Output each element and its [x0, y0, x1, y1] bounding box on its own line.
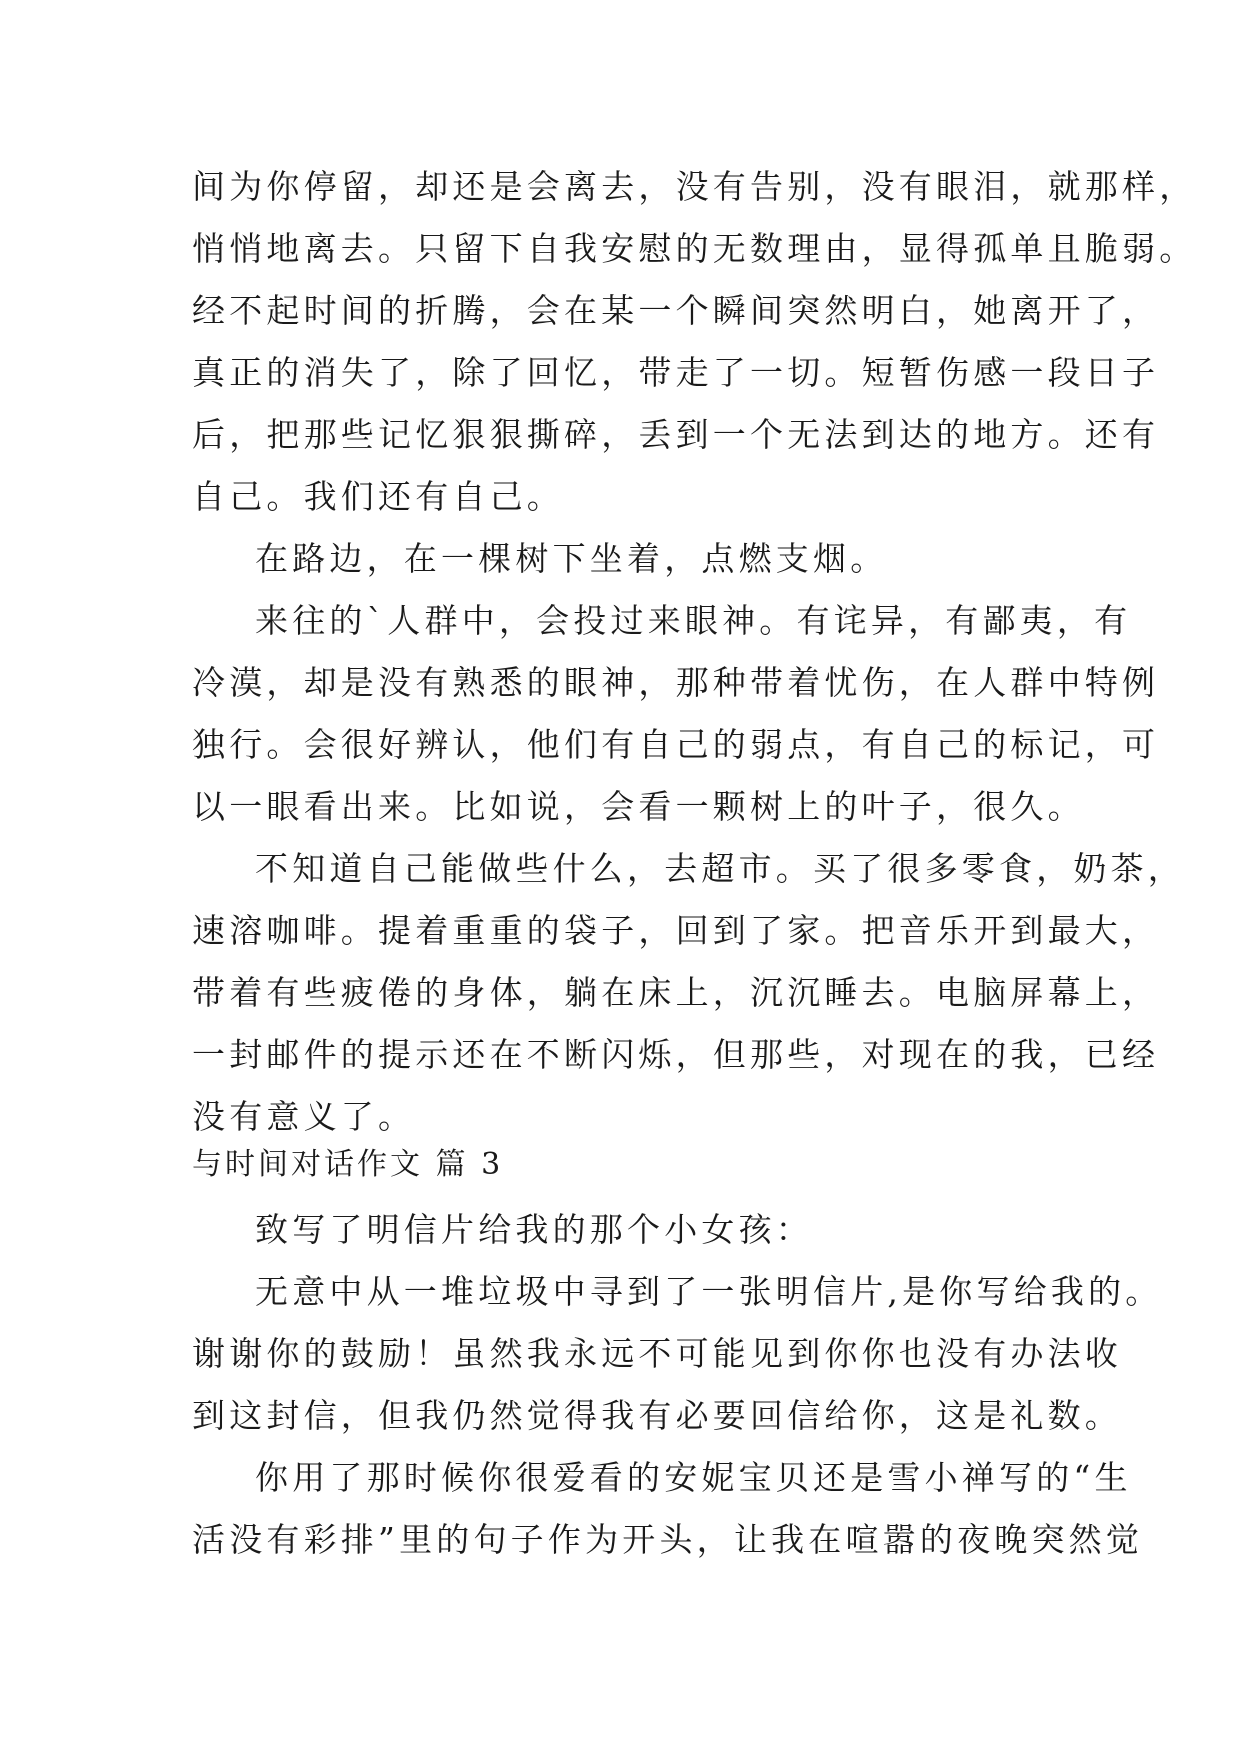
- paragraph-line: [0, 590, 1241, 652]
- paragraph-line: [0, 652, 1241, 714]
- line-text: 不知道自己能做些什么，去超市。买了很多零食，奶茶，: [255, 849, 1185, 888]
- line-text: 自己。我们还有自己。: [192, 477, 564, 516]
- paragraph-line: [0, 466, 1241, 528]
- paragraph-line: [0, 218, 1241, 280]
- line-text: 经不起时间的折腾，会在某一个瞬间突然明白，她离开了，: [192, 291, 1160, 330]
- line-text: 谢谢你的鼓励！虽然我永远不可能见到你你也没有办法收: [192, 1334, 1122, 1373]
- paragraph-line: [0, 404, 1241, 466]
- line-text: 带着有些疲倦的身体，躺在床上，沉沉睡去。电脑屏幕上，: [192, 973, 1160, 1012]
- line-text: 冷漠，却是没有熟悉的眼神，那种带着忧伤，在人群中特例: [192, 663, 1160, 702]
- line-text: 致写了明信片给我的那个小女孩：: [255, 1210, 813, 1249]
- paragraph-line: [0, 1024, 1241, 1086]
- line-text: 无意中从一堆垃圾中寻到了一张明信片,是你写给我的。: [255, 1272, 1163, 1311]
- paragraph-line: [0, 1385, 1241, 1447]
- line-text: 真正的消失了，除了回忆，带走了一切。短暂伤感一段日子: [192, 353, 1160, 392]
- paragraph-line: [0, 280, 1241, 342]
- paragraph-line: [0, 156, 1241, 218]
- line-text: 一封邮件的提示还在不断闪烁，但那些，对现在的我，已经: [192, 1035, 1160, 1074]
- line-text: 以一眼看出来。比如说，会看一颗树上的叶子，很久。: [192, 787, 1085, 826]
- line-text: 活没有彩排”里的句子作为开头，让我在喧嚣的夜晚突然觉: [192, 1520, 1144, 1559]
- line-text: 在路边，在一棵树下坐着，点燃支烟。: [255, 539, 888, 578]
- paragraph-line: [0, 962, 1241, 1024]
- paragraph-line: [0, 1086, 1241, 1148]
- paragraph-line: [0, 342, 1241, 404]
- paragraph-line: [0, 838, 1241, 900]
- line-text: 独行。会很好辨认，他们有自己的弱点，有自己的标记，可: [192, 725, 1160, 764]
- line-text: 悄悄地离去。只留下自我安慰的无数理由，显得孤单且脆弱。: [192, 229, 1197, 268]
- paragraph-line: [0, 1199, 1241, 1261]
- paragraph-line: [0, 714, 1241, 776]
- line-text: 你用了那时候你很爱看的安妮宝贝还是雪小禅写的“生: [255, 1458, 1132, 1497]
- line-text: 间为你停留，却还是会离去，没有告别，没有眼泪，就那样，: [192, 167, 1197, 206]
- line-text: 来往的`人群中，会投过来眼神。有诧异，有鄙夷，有: [255, 601, 1132, 640]
- paragraph-line: [0, 1447, 1241, 1509]
- line-text: 后，把那些记忆狠狠撕碎，丢到一个无法到达的地方。还有: [192, 415, 1160, 454]
- section-heading: 与时间对话作文 篇 3: [192, 1147, 504, 1182]
- paragraph-line: [0, 1323, 1241, 1385]
- paragraph-line: [0, 900, 1241, 962]
- paragraph-line: [0, 1261, 1241, 1323]
- line-text: 到这封信，但我仍然觉得我有必要回信给你，这是礼数。: [192, 1396, 1122, 1435]
- paragraph-line: [0, 776, 1241, 838]
- paragraph-line: [0, 1509, 1241, 1571]
- paragraph-line: [0, 528, 1241, 590]
- line-text: 没有意义了。: [192, 1097, 416, 1136]
- line-text: 速溶咖啡。提着重重的袋子，回到了家。把音乐开到最大，: [192, 911, 1160, 950]
